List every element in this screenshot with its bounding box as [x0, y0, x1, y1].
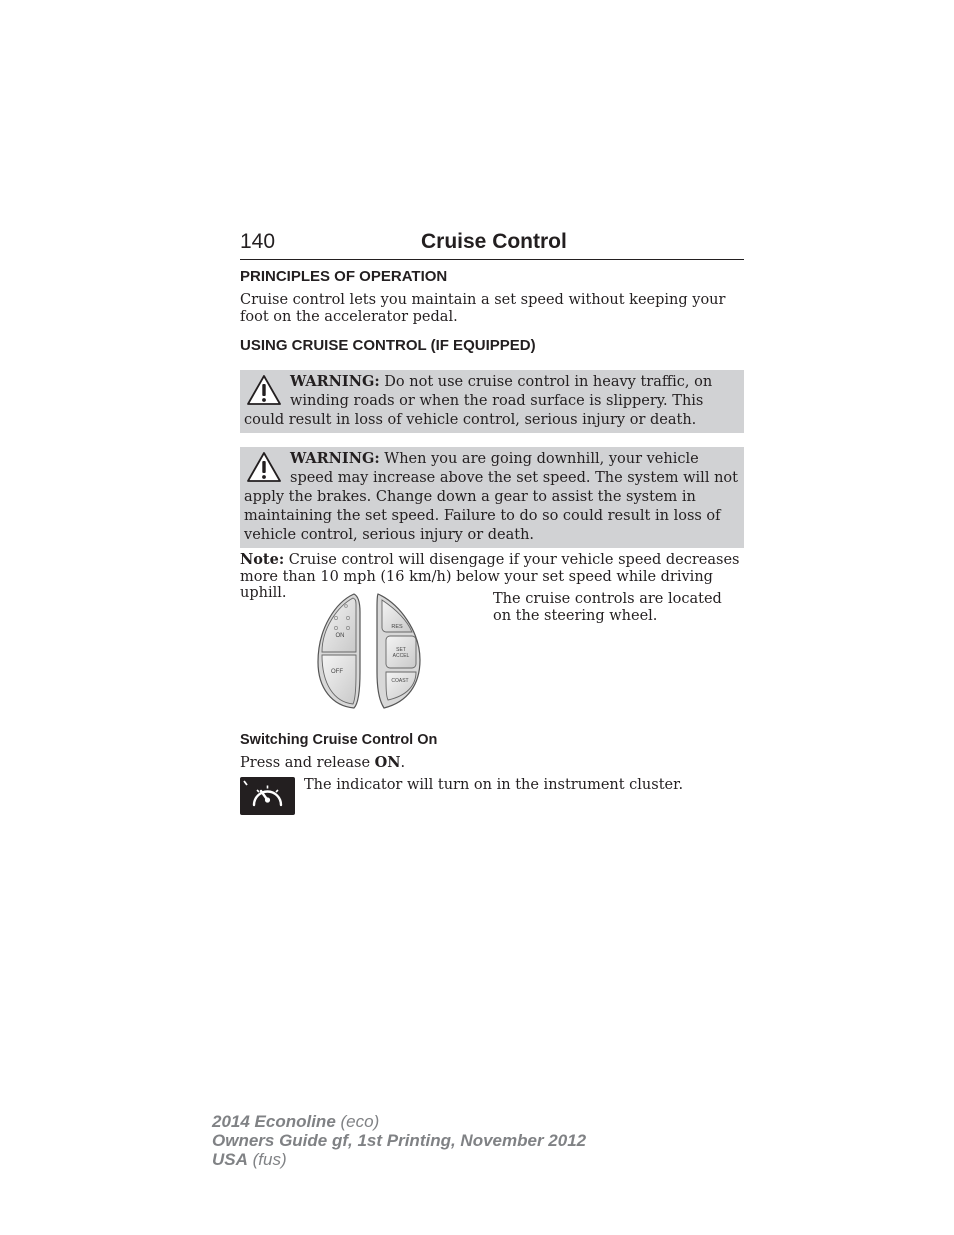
page-number: 140: [240, 230, 276, 253]
accel-button-label: ACCEL: [392, 653, 410, 659]
warning-label: WARNING:: [290, 450, 380, 467]
res-button-label: RES: [391, 624, 403, 630]
warning-text-2: [244, 449, 740, 545]
warning-body: Do not use cruise control in heavy traffic, on winding roads or when the road surface is slippery. This could result in loss of vehicle control, serious injury or death.: [244, 374, 713, 428]
warning-body: When you are going downhill, your vehicle speed may increase above the set speed. The system will not apply the brakes. Change down a gear to assist the system in maintaining the set speed. Failure to do so could result in loss of vehicle control, serious injury or death.: [244, 451, 738, 543]
press-prefix: Press and release: [240, 755, 375, 771]
warning-label: WARNING:: [290, 373, 380, 390]
page-header: [240, 229, 744, 260]
footer-model: 2014 Econoline: [212, 1112, 336, 1131]
press-suffix: .: [400, 755, 406, 771]
switching-heading: Switching Cruise Control On: [240, 732, 438, 748]
warning-box-1: [240, 370, 744, 433]
indicator-text: The indicator will turn on in the instrument cluster.: [304, 777, 684, 793]
principles-heading: PRINCIPLES OF OPERATION: [240, 268, 448, 285]
chapter-title: Cruise Control: [421, 230, 567, 253]
controls-caption: The cruise controls are located on the steering wheel.: [493, 591, 722, 624]
footer-line-3: [212, 1150, 586, 1169]
principles-body: Cruise control lets you maintain a set speed without keeping your foot on the accelerator pedal.: [240, 292, 726, 325]
warning-text-1: [244, 372, 740, 430]
footer-model-code: (eco): [335, 1112, 380, 1131]
note-label: Note:: [240, 551, 285, 568]
warning-triangle-icon: [246, 374, 282, 406]
off-button-label: OFF: [331, 669, 343, 675]
coast-button-label: COAST: [391, 678, 409, 684]
press-instruction: [240, 754, 405, 772]
footer-line-2: [212, 1131, 586, 1150]
footer-market-code: (fus): [247, 1150, 287, 1169]
footer-line-1: [212, 1112, 586, 1131]
warning-triangle-icon: [246, 451, 282, 483]
on-button-label: ON: [335, 633, 345, 639]
warning-box-2: [240, 447, 744, 548]
using-heading: USING CRUISE CONTROL (IF EQUIPPED): [240, 337, 536, 354]
set-button-label: SET: [396, 647, 406, 653]
cruise-control-indicator-icon: [240, 777, 295, 815]
note-text: Cruise control will disengage if your vehicle speed decreases more than 10 mph (16 km/h) below your set speed while driving uphill.: [240, 552, 740, 601]
press-on-keyword: ON: [374, 754, 401, 771]
footer-printing: Owners Guide gf, 1st Printing, November 2012: [212, 1131, 587, 1150]
steering-wheel-cruise-controls: [314, 592, 424, 710]
page-footer: [212, 1112, 586, 1169]
footer-market: USA: [212, 1150, 248, 1169]
